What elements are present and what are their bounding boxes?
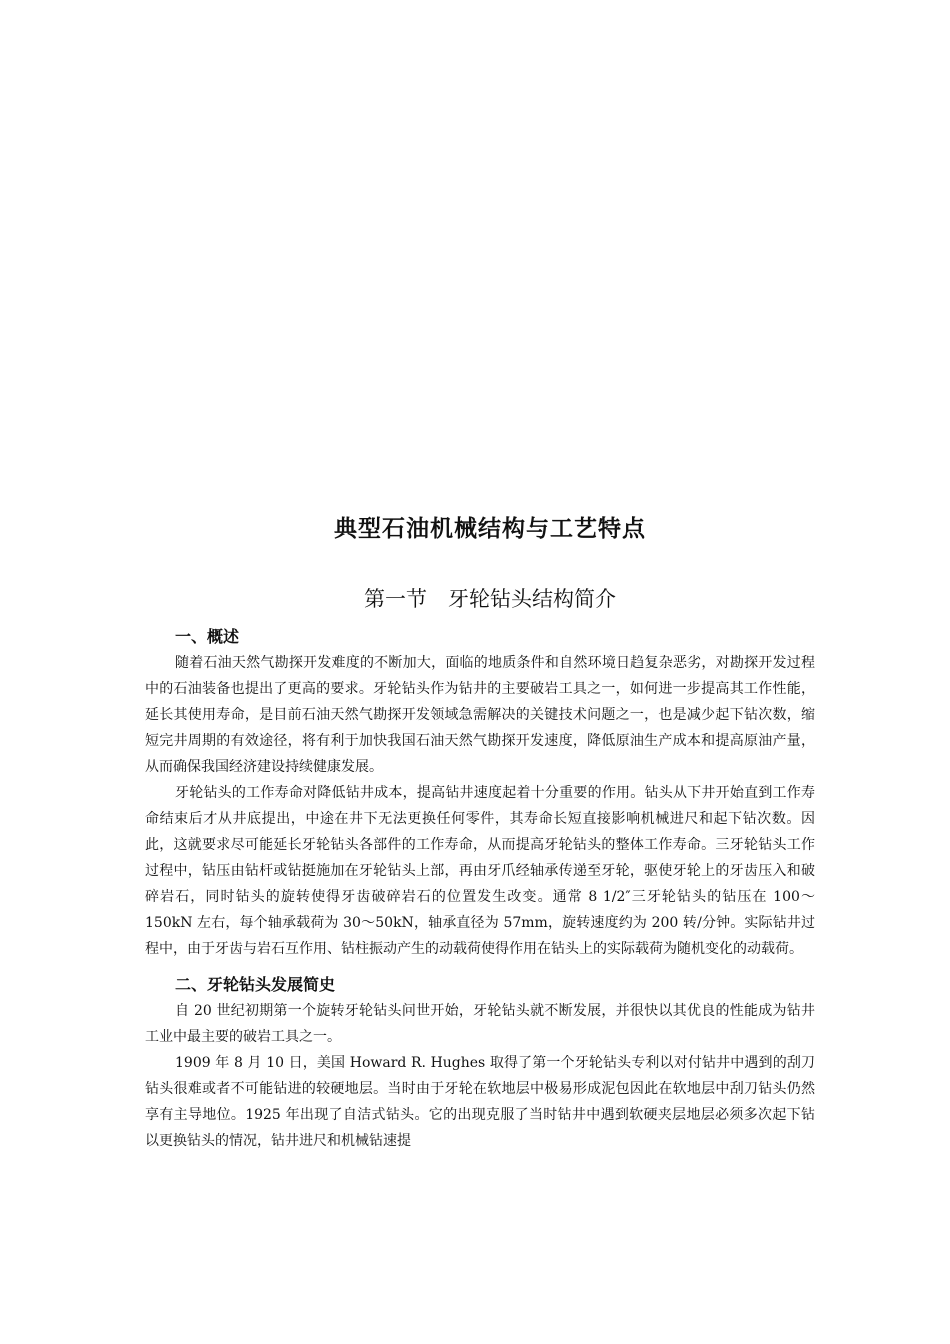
paragraph: 随着石油天然气勘探开发难度的不断加大，面临的地质条件和自然环境日趋复杂恶劣，对勘探开发过程中的石油装备也提出了更高的要求。牙轮钻头作为钻井的主要破岩工具之一，如何进一步提高其工作性能，延长其使用寿命，是目前石油天然气勘探开发领域急需解决的关键技术问题之一，也是减少起下钻次数，缩短完井周期的有效途径，将有利于加快我国石油天然气勘探开发速度，降低原油生产成本和提高原油产量，从而确保我国经济建设持续健康发展。 [145,655,815,775]
document-title: 典型石油机械结构与工艺特点 [334,516,646,542]
subsection-heading-history: 二、牙轮钻头发展简史 [175,975,336,994]
document-body [145,624,815,1154]
subsection-heading-overview: 一、概述 [175,627,240,646]
paragraph: 牙轮钻头的工作寿命对降低钻井成本，提高钻井速度起着十分重要的作用。钻头从下井开始直到工作寿命结束后才从井底提出，中途在井下无法更换任何零件，其寿命长短直接影响机械进尺和起下钻次数。因此，这就要求尽可能延长牙轮钻头各部件的工作寿命，从而提高牙轮钻头的整体工作寿命。三牙轮钻头工作过程中，钻压由钻杆或钻挺施加在牙轮钻头上部，再由牙爪经轴承传递至牙轮，驱使牙轮上的牙齿压入和破碎岩石，同时钻头的旋转使得牙齿破碎岩石的位置发生改变。通常 8 1/2″三牙轮钻头的钻压在 100～150kN 左右，每个轴承载荷为 30～50kN，轴承直径为 57mm，旋转速度约为 200 转/分钟。实际钻井过程中，由于牙齿与岩石互作用、钻柱振动产生的动载荷使得作用在钻头上的实际载荷为随机变化的动载荷。 [145,785,815,957]
paragraph: 自 20 世纪初期第一个旋转牙轮钻头问世开始，牙轮钻头就不断发展，并很快以其优良的性能成为钻井工业中最主要的破岩工具之一。 [145,1003,815,1045]
paragraph: 1909 年 8 月 10 日，美国 Howard R. Hughes 取得了第一个牙轮钻头专利以对付钻井中遇到的刮刀钻头很难或者不可能钻进的较硬地层。当时由于牙轮在软地层中极易形成泥包因此在软地层中刮刀钻头仍然享有主导地位。1925 年出现了自洁式钻头。它的出现克服了当时钻井中遇到软硬夹层地层必须多次起下钻以更换钻头的情况，钻井进尺和机械钻速提 [145,1055,815,1149]
section-title: 第一节 牙轮钻头结构简介 [364,587,616,611]
